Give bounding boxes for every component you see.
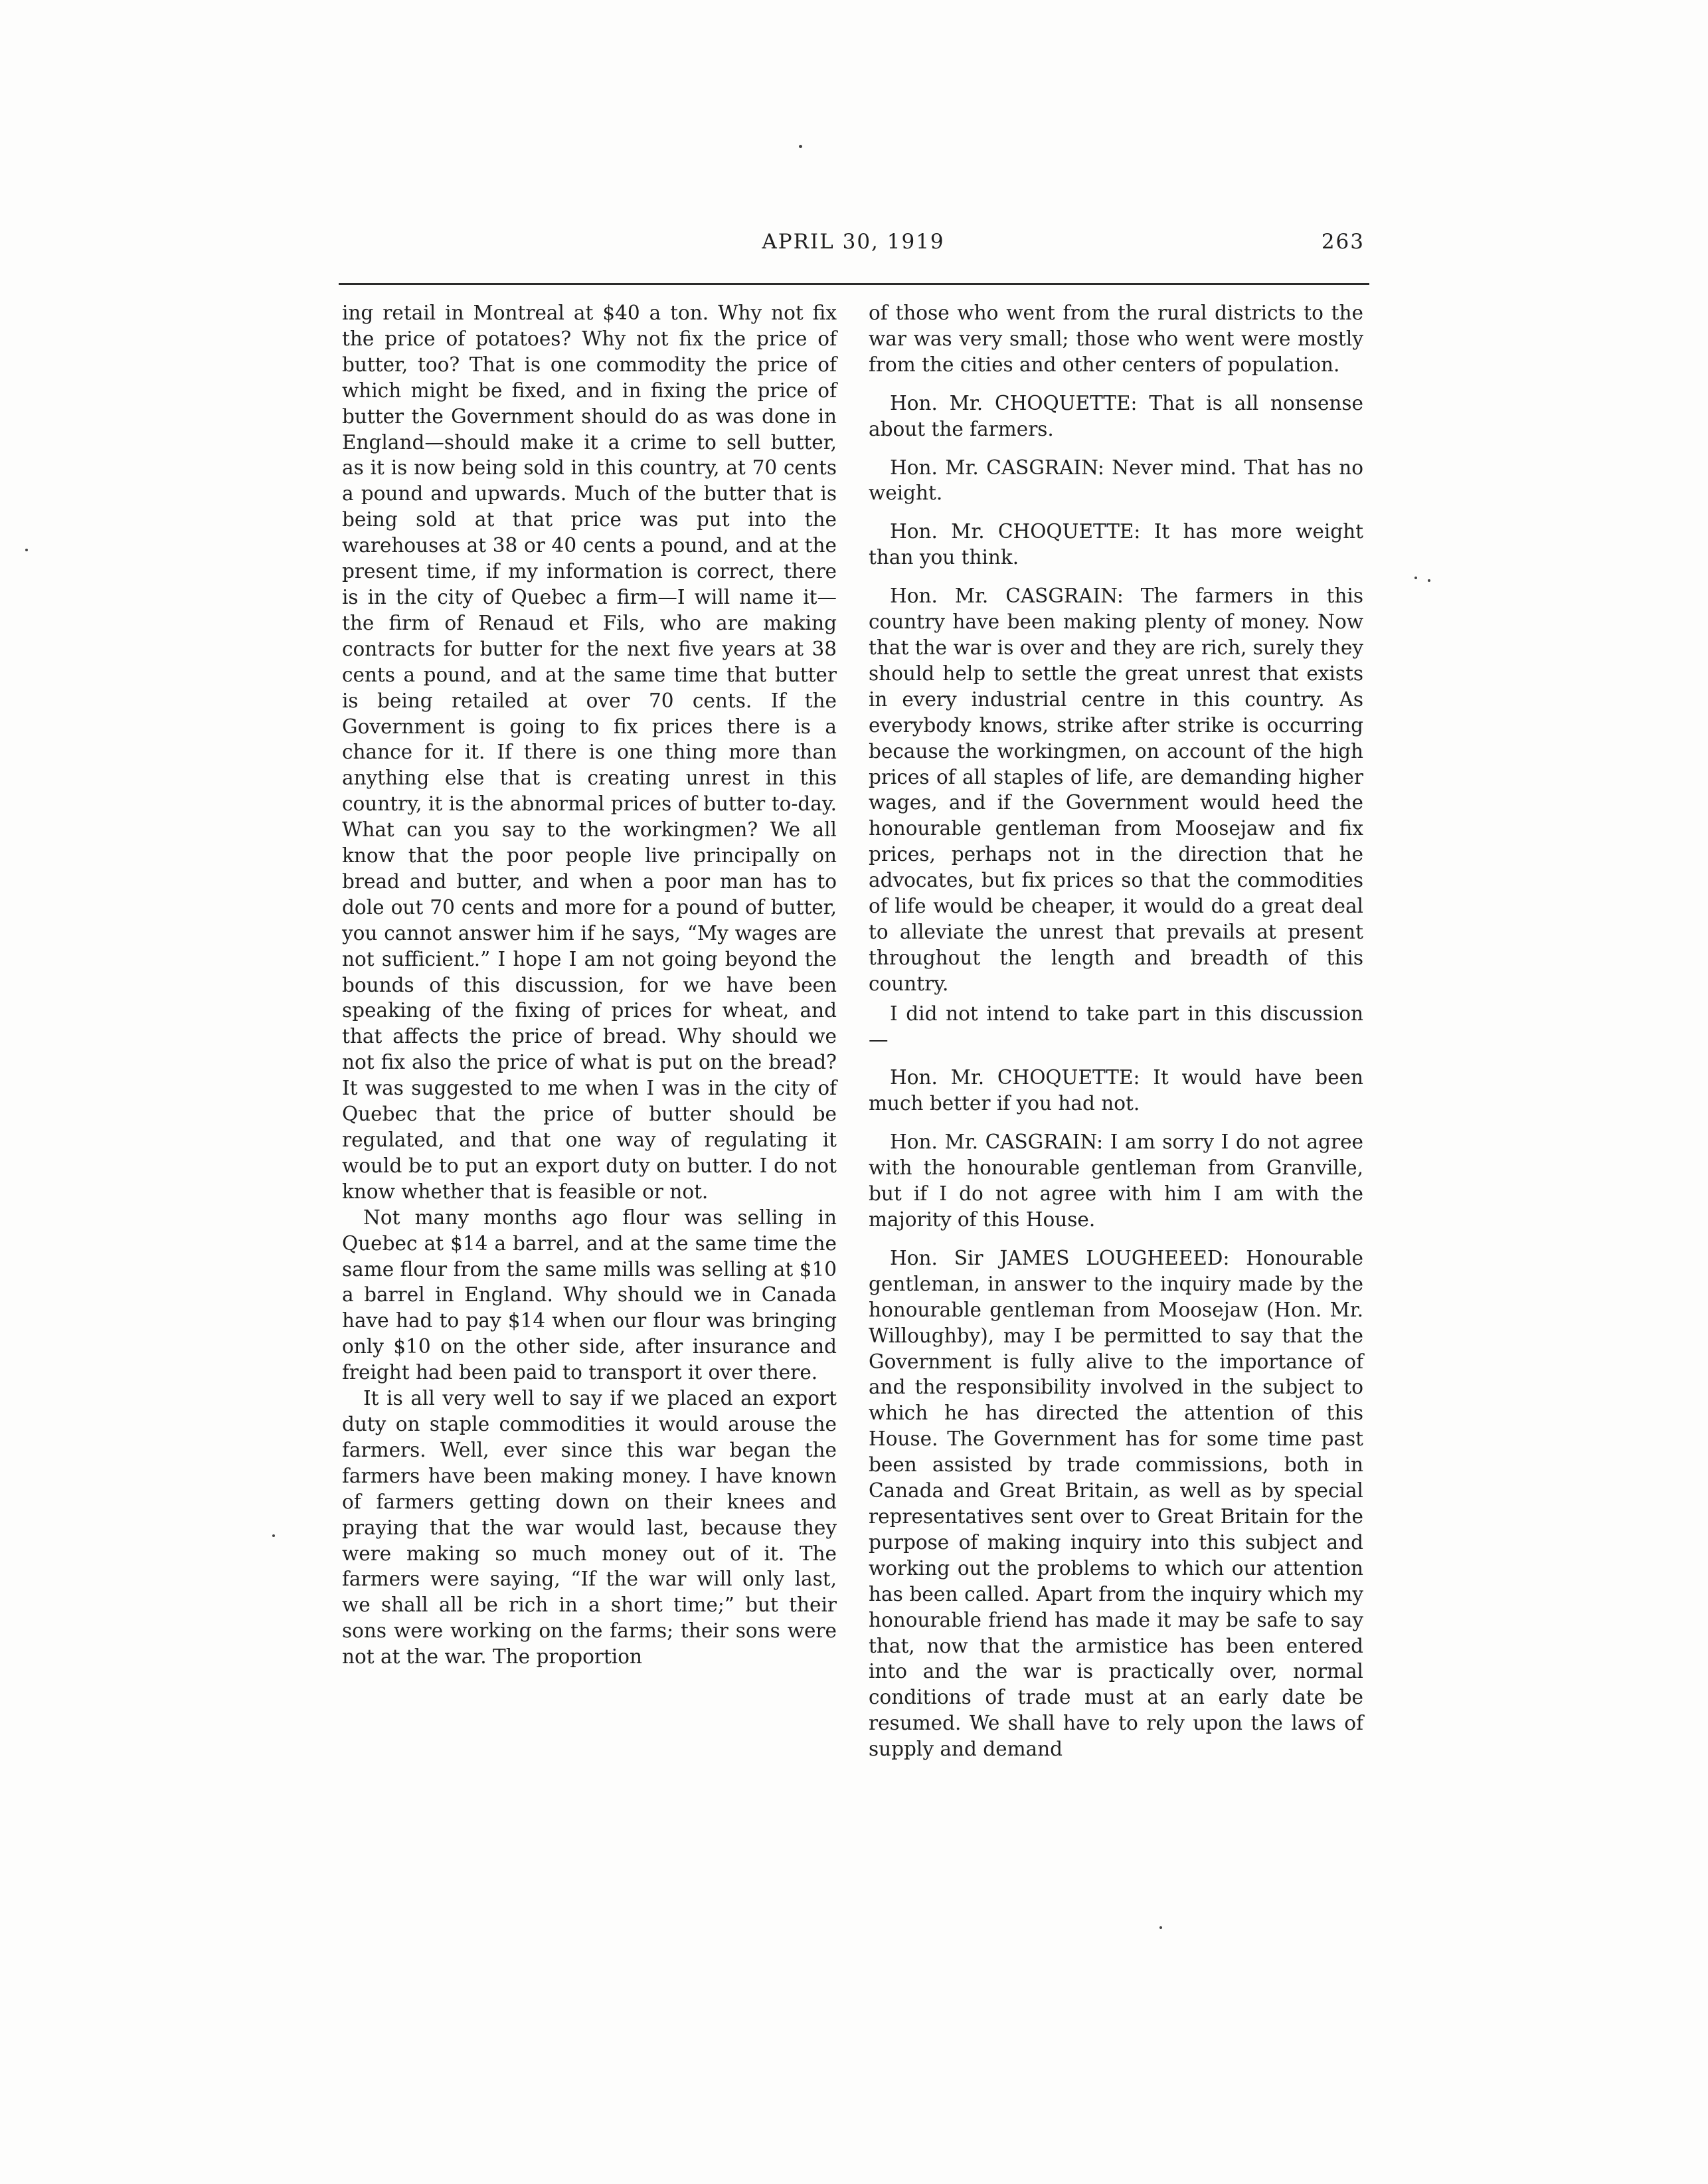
right-column: [869, 300, 1363, 1762]
paragraph: Not many months ago flour was selling in Quebec at $14 a barrel, and at the same time the same flour from the same mills was selling at $10 a barrel in England. Why should we in Canada have had to pay $14 when our flour was bringing only $10 on the other side, after insurance and freight had been paid to transport it over there.: [342, 1206, 837, 1384]
speech-text: Never mind. That has no weight.: [869, 456, 1363, 505]
speech-paragraph: Hon. Mr. CASGRAIN: The farmers in this country have been making plenty of money. Now that the war is over and they are rich, surely they should help to settle the great unrest that exists in every industrial centre in this country. As everybody knows, strike after strike is occurring because the workingmen, on account of the high prices of all staples of life, are demanding higher wages, and if the Government would heed the honourable gentleman from Moosejaw and fix prices, perhaps not in the direction that he advocates, but fix prices so that the commodities of life would be cheaper, it would do a great deal to alleviate the unrest that prevails at present throughout the length and breadth of this country.: [869, 585, 1363, 995]
paragraph: of those who went from the rural districts to the war was very small; those who went were mostly from the cities and other centers of population.: [869, 302, 1363, 376]
speech-paragraph: Hon. Mr. CHOQUETTE: It has more weight than you think.: [869, 520, 1363, 569]
scan-speck: [799, 145, 802, 148]
left-column: [342, 300, 837, 1670]
speech-text: Honourable gentleman, in answer to the inquiry made by the honourable gentleman from Moosejaw (Hon. Mr. Willoughby), may I be permitted to say that the Government is fully alive to the importance of and the responsibility involved in the subject to which he has directed the attention of this House. The Government has for some time past been assisted by trade commissions, both in Canada and Great Britain, as well as by special representatives sent over to Great Britain for the purpose of making inquiry into this subject and working out the problems to which our attention has been called. Apart from the inquiry which my honourable friend has made it may be safe to say that, now that the armistice has been entered into and the war is practically over, normal conditions of trade must at an early date be resumed. We shall have to rely upon the laws of supply and demand: [869, 1246, 1363, 1761]
speech-paragraph: Hon. Sir JAMES LOUGHEEED: Honourable gentleman, in answer to the inquiry made by the honourable gentleman from Moosejaw (Hon. Mr. Willoughby), may I be permitted to say that the Government is fully alive to the importance of and the responsibility involved in the subject to which he has directed the attention of this House. The Government has for some time past been assisted by trade commissions, both in Canada and Great Britain, as well as by special representatives sent over to Great Britain for the purpose of making inquiry into this subject and working out the problems to which our attention has been called. Apart from the inquiry which my honourable friend has made it may be safe to say that, now that the armistice has been entered into and the war is practically over, normal conditions of trade must at an early date be resumed. We shall have to rely upon the laws of supply and demand: [869, 1246, 1363, 1761]
paragraph: [869, 1001, 1363, 1053]
scan-speck: [1414, 577, 1417, 579]
scan-speck: [1428, 579, 1430, 582]
paragraph: It is all very well to say if we placed an export duty on staple commodities it would arouse the farmers. Well, ever since this war began the farmers have been making money. I have known of farmers getting down on their knees and praying that the war would last, because they were making so much money out of it. The farmers were saying, “If the war will only last, we shall all be rich in a short time;” but their sons were working on the farms; their sons were not at the war. The proportion: [342, 1387, 837, 1669]
page-number: 263: [1321, 230, 1365, 254]
speech-text: The farmers in this country have been making plenty of money. Now that the war is over and they are rich, surely they should help to settle the great unrest that exists in every industrial centre in this country. As everybody knows, strike after strike is occurring because the workingmen, on account of the high prices of all staples of life, are demanding higher wages, and if the Government would heed the honourable gentleman from Moosejaw and fix prices, perhaps not in the direction that he advocates, but fix prices so that the commodities of life would be cheaper, it would do a great deal to alleviate the unrest that prevails at present throughout the length and breadth of this country.: [869, 585, 1363, 995]
speaker-name: Hon. Mr. CHOQUETTE: [890, 1066, 1134, 1089]
speech-paragraph: Hon. Mr. CHOQUETTE: It would have been much better if you had not.: [869, 1066, 1363, 1115]
scan-speck: [25, 549, 28, 551]
speech-text: I did not intend to take part in this discussion—: [869, 1002, 1363, 1051]
speech-paragraph: Hon. Mr. CHOQUETTE: That is all nonsense about the farmers.: [869, 391, 1363, 440]
speaker-name: Hon. Mr. CHOQUETTE: [890, 520, 1134, 543]
speech-paragraph: Hon. Mr. CASGRAIN: Never mind. That has no weight.: [869, 456, 1363, 505]
running-head: [342, 230, 1365, 263]
speaker-name: Hon. Mr. CHOQUETTE: [890, 391, 1131, 414]
speaker-name: Hon. Mr. CASGRAIN: [890, 585, 1117, 608]
header-date: APRIL 30, 1919: [762, 230, 945, 254]
paragraph: ing retail in Montreal at $40 a ton. Why not fix the price of potatoes? Why not fix the price of butter, too? That is one commodity the price of which might be fixed, and in fixing the price of butter the Government should do as was done in England—should make it a crime to sell butter, as it is now being sold in this country, at 70 cents a pound and upwards. Much of the butter that is being sold at that price was put into the warehouses at 38 or 40 cents a pound, and at the present time, if my information is correct, there is in the city of Quebec a firm—I will name it—the firm of Renaud et Fils, who are making contracts for butter for the next five years at 38 cents a pound, and at the same time that butter is being retailed at over 70 cents. If the Government is going to fix prices there is a chance for it. If there is one thing more than anything else that is creating unrest in this country, it is the abnormal prices of butter to-day. What can you say to the workingmen? We all know that the poor people live principally on bread and butter, and when a poor man has to dole out 70 cents and more for a pound of butter, you cannot answer him if he says, “My wages are not sufficient.” I hope I am not going beyond the bounds of this discussion, for we have been speaking of the fixing of prices for wheat, and that affects the price of bread. Why should we not fix also the price of what is put on the bread? It was suggested to me when I was in the city of Quebec that the price of butter should be regulated, and that one way of regulating it would be to put an export duty on butter. I do not know whether that is feasible or not.: [342, 302, 837, 1203]
speech-text: It would have been much better if you had not.: [869, 1066, 1363, 1115]
scan-speck: [272, 1534, 275, 1537]
header-rule: [339, 283, 1369, 285]
speaker-name: Hon. Mr. CASGRAIN: [890, 1131, 1097, 1154]
speaker-name: Hon. Sir JAMES LOUGHEEED: [890, 1246, 1223, 1269]
speech-text: I am sorry I do not agree with the honourable gentleman from Granville, but if I do not agree with him I am with the majority of this House.: [869, 1131, 1363, 1231]
scan-speck: [1159, 1926, 1162, 1929]
speech-text: It has more weight than you think.: [869, 520, 1363, 569]
speaker-name: Hon. Mr. CASGRAIN: [890, 456, 1098, 479]
speech-paragraph: Hon. Mr. CASGRAIN: I am sorry I do not agree with the honourable gentleman from Granville, but if I do not agree with him I am with the majority of this House.: [869, 1131, 1363, 1231]
speech-text: That is all nonsense about the farmers.: [869, 391, 1363, 440]
